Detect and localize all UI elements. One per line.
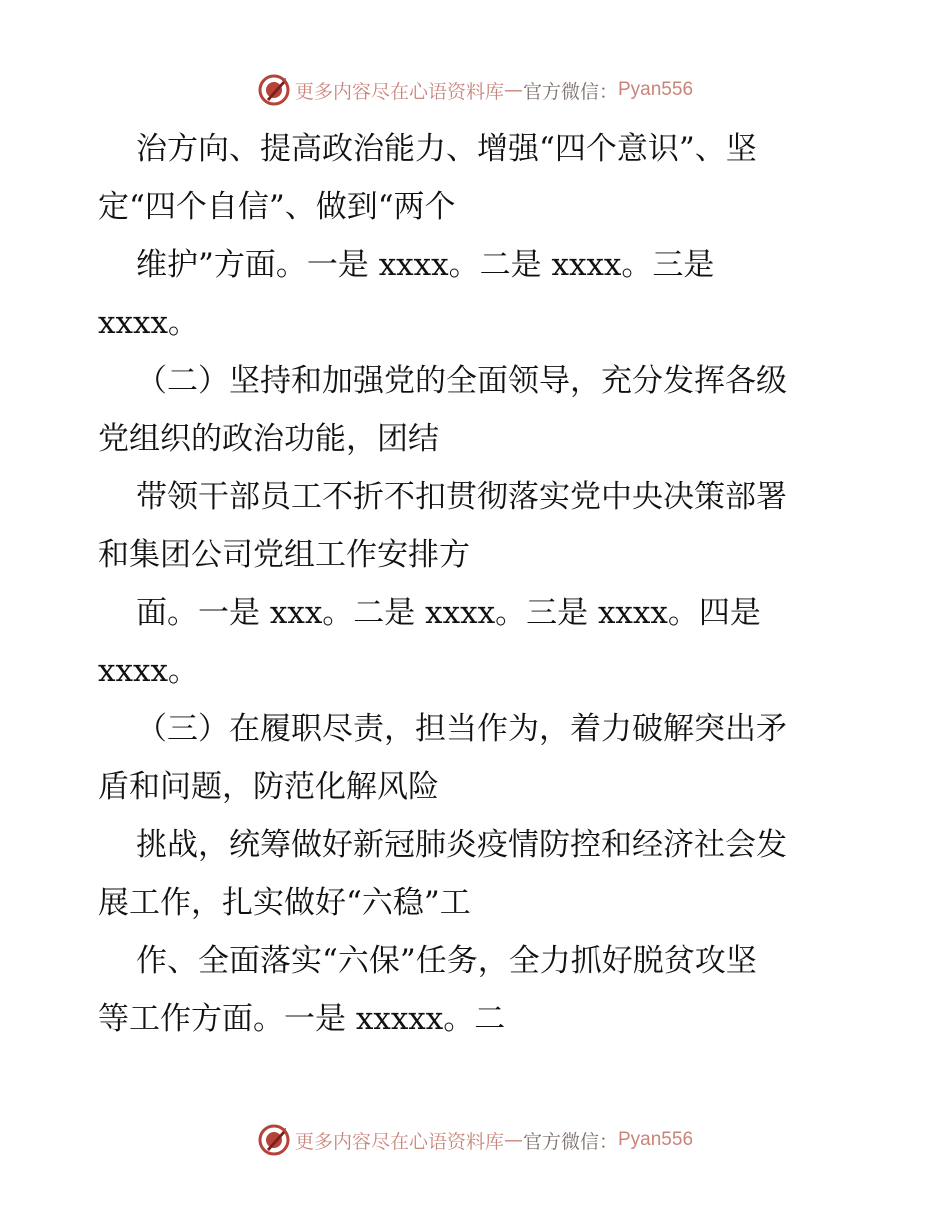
text-line: 盾和问题，防范化解风险 <box>98 769 439 805</box>
text-line: 挑战，统筹做好新冠肺炎疫情防控和经济社会发 <box>136 827 787 863</box>
pen-logo-icon <box>257 73 291 107</box>
document-body <box>98 120 858 1048</box>
text-line: 作、全面落实“六保”任务，全力抓好脱贫攻坚 <box>136 943 757 979</box>
text-line: xxxx。 <box>98 653 199 689</box>
text-line: 展工作，扎实做好“六稳”工 <box>98 885 471 921</box>
banner-wechat-label: 官方微信： <box>522 80 618 103</box>
text-line: 定“四个自信”、做到“两个 <box>98 189 456 225</box>
banner-separator: — <box>503 79 523 101</box>
banner-main-text: 更多内容尽在心语资料库 <box>294 1130 504 1153</box>
banner-wechat-label: 官方微信： <box>522 1130 618 1153</box>
text-line: 面。一是 xxx。二是 xxxx。三是 xxxx。四是 <box>136 595 761 631</box>
text-line: 党组织的政治功能，团结 <box>98 421 439 457</box>
banner-wechat-id: Pyan556 <box>618 79 694 100</box>
section-heading-3: （三）在履职尽责，担当作为，着力破解突出矛 <box>136 711 787 747</box>
banner-main-text: 更多内容尽在心语资料库 <box>294 80 504 103</box>
text-line: 和集团公司党组工作安排方 <box>98 537 470 573</box>
header-watermark-banner <box>0 70 950 110</box>
text-line: 等工作方面。一是 xxxxx。二 <box>98 1001 506 1037</box>
text-line: 带领干部员工不折不扣贯彻落实党中央决策部署 <box>136 479 787 515</box>
text-line: 维护”方面。一是 xxxx。二是 xxxx。三是 <box>136 247 715 283</box>
footer-watermark-banner <box>0 1120 950 1160</box>
section-heading-2: （二）坚持和加强党的全面领导，充分发挥各级 <box>136 363 787 399</box>
text-line: xxxx。 <box>98 305 199 341</box>
banner-wechat-id: Pyan556 <box>618 1129 694 1150</box>
pen-logo-icon <box>257 1123 291 1157</box>
banner-separator: — <box>503 1129 523 1151</box>
text-line: 治方向、提高政治能力、增强“四个意识”、坚 <box>136 131 757 167</box>
